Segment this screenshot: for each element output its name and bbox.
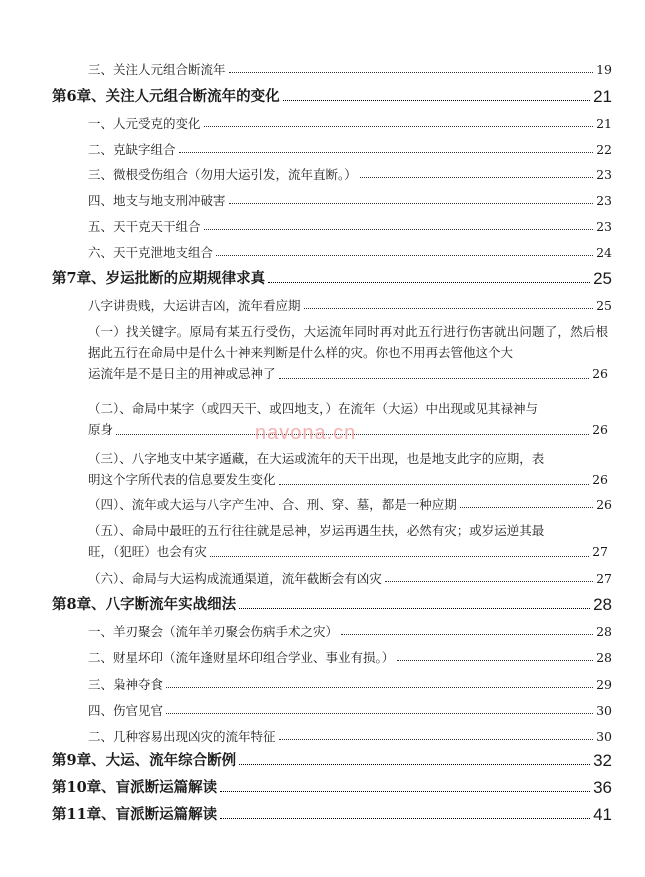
toc-entry-label: （六）、命局与大运构成流通渠道，流年截断会有凶灾 bbox=[88, 571, 382, 586]
toc-chapter[interactable] bbox=[52, 270, 612, 288]
toc-paragraph-text: （五）、命局中最旺的五行往往就是忌神，岁运再遇生扶，必然有灾；或岁运逆其最 bbox=[88, 523, 545, 538]
dot-leader bbox=[216, 255, 593, 256]
toc-entry-label: 二、财星坏印（流年逢财星坏印组合学业、事业有损。） bbox=[88, 650, 395, 665]
dot-leader bbox=[279, 739, 594, 740]
watermark: navona.cn bbox=[255, 422, 357, 444]
toc-chapter-label: 第8章、八字断流年实战细法 bbox=[52, 596, 237, 613]
toc-entry-page: 28 bbox=[596, 624, 612, 639]
toc-entry-page: 21 bbox=[596, 116, 612, 131]
dot-leader bbox=[204, 126, 594, 127]
toc-entry[interactable] bbox=[88, 571, 612, 587]
toc-entry-page: 26 bbox=[596, 497, 612, 512]
toc-entry-label: （四）、流年或大运与八字产生冲、合、刑、穿、墓，都是一种应期 bbox=[88, 497, 457, 512]
toc-entry[interactable] bbox=[52, 193, 612, 209]
toc-paragraph-last-line: 运流年是不是日主的用神或忌神了 bbox=[88, 366, 276, 381]
toc-paragraph-last-line: 原身 bbox=[88, 422, 114, 437]
toc-entry-label: 二、克缺字组合 bbox=[88, 142, 176, 157]
dot-leader bbox=[229, 72, 594, 73]
toc-entry-label: 八字讲贵贱，大运讲吉凶，流年看应期 bbox=[88, 298, 301, 313]
toc-chapter-page: 41 bbox=[593, 805, 612, 824]
toc-paragraph-entry[interactable] bbox=[88, 321, 608, 384]
toc-chapter-label: 第7章、岁运批断的应期规律求真 bbox=[52, 270, 266, 287]
toc-entry[interactable] bbox=[52, 116, 612, 132]
toc-chapter-label: 第10章、盲派断运篇解读 bbox=[52, 779, 218, 796]
toc-entry[interactable] bbox=[52, 245, 612, 261]
toc-entry-label: 五、天干克天干组合 bbox=[88, 219, 201, 234]
dot-leader bbox=[166, 713, 593, 714]
dot-leader bbox=[397, 660, 593, 661]
toc-chapter-page: 21 bbox=[593, 87, 612, 106]
toc-paragraph-text: （二）、命局中某字（或四天干、或四地支，）在流年（大运）中出现或见其禄神与 bbox=[88, 401, 539, 416]
toc-entry-label: 三、枭神夺食 bbox=[88, 677, 164, 692]
toc-entry[interactable] bbox=[52, 62, 612, 78]
toc-paragraph-text: （三）、八字地支中某字遁藏，在大运或流年的天干出现，也是地支此字的应期，表 bbox=[88, 451, 545, 466]
toc-entry-page: 28 bbox=[596, 650, 612, 665]
toc-chapter[interactable] bbox=[52, 596, 612, 614]
dot-leader bbox=[239, 764, 590, 765]
toc-entry-page: 23 bbox=[596, 193, 612, 208]
dot-leader bbox=[220, 791, 590, 792]
dot-leader bbox=[268, 282, 590, 283]
dot-leader bbox=[360, 177, 593, 178]
toc-entry-label: 三、微根受伤组合（勿用大运引发，流年直断。） bbox=[88, 167, 357, 182]
toc-entry-page: 23 bbox=[596, 219, 612, 234]
dot-leader bbox=[229, 203, 594, 204]
toc-chapter-page: 25 bbox=[593, 269, 612, 288]
toc-entry[interactable] bbox=[52, 298, 612, 314]
toc-entry-page: 27 bbox=[592, 544, 608, 559]
toc-entry-page: 29 bbox=[596, 677, 612, 692]
toc-paragraph-entry[interactable] bbox=[88, 448, 608, 490]
toc-chapter-page: 32 bbox=[593, 751, 612, 770]
toc-entry[interactable] bbox=[52, 167, 612, 183]
toc-entry-label: 一、羊刃聚会（流年羊刃聚会伤病手术之灾） bbox=[88, 624, 339, 639]
toc-entry[interactable] bbox=[52, 729, 612, 745]
toc-entry[interactable] bbox=[52, 703, 612, 719]
toc-entry-page: 19 bbox=[596, 62, 612, 77]
dot-leader bbox=[304, 308, 594, 309]
toc-entry-page: 23 bbox=[596, 167, 612, 182]
dot-leader bbox=[279, 378, 590, 379]
toc-chapter[interactable] bbox=[52, 806, 612, 824]
toc-chapter[interactable] bbox=[52, 88, 612, 106]
toc-entry[interactable] bbox=[52, 219, 612, 235]
toc-entry-page: 24 bbox=[596, 245, 612, 260]
dot-leader bbox=[220, 818, 590, 819]
toc-entry-page: 26 bbox=[592, 366, 608, 381]
toc-paragraph-last-line: 旺，（犯旺）也会有灾 bbox=[88, 544, 207, 559]
toc-paragraph-last-line: 明这个字所代表的信息要发生变化 bbox=[88, 472, 276, 487]
dot-leader bbox=[166, 687, 593, 688]
toc-entry[interactable] bbox=[52, 624, 612, 640]
dot-leader bbox=[341, 634, 593, 635]
dot-leader bbox=[210, 556, 589, 557]
toc-entry[interactable] bbox=[88, 497, 612, 513]
dot-leader bbox=[204, 229, 594, 230]
toc-entry-page: 22 bbox=[596, 142, 612, 157]
toc-paragraph-entry[interactable] bbox=[88, 520, 608, 562]
toc-chapter-page: 36 bbox=[593, 778, 612, 797]
dot-leader bbox=[385, 581, 593, 582]
dot-leader bbox=[179, 152, 594, 153]
toc-entry[interactable] bbox=[52, 677, 612, 693]
dot-leader bbox=[279, 484, 590, 485]
toc-chapter[interactable] bbox=[52, 779, 612, 797]
toc-entry-label: 三、关注人元组合断流年 bbox=[88, 62, 226, 77]
dot-leader bbox=[460, 507, 593, 508]
toc-entry[interactable] bbox=[52, 650, 612, 666]
toc-chapter-label: 第6章、关注人元组合断流年的变化 bbox=[52, 88, 280, 105]
toc-entry-page: 30 bbox=[596, 729, 612, 744]
toc-entry-label: 六、天干克泄地支组合 bbox=[88, 245, 214, 260]
toc-chapter-label: 第9章、大运、流年综合断例 bbox=[52, 752, 237, 769]
dot-leader bbox=[283, 100, 590, 101]
toc-chapter-label: 第11章、盲派断运篇解读 bbox=[52, 806, 218, 823]
toc-entry[interactable] bbox=[52, 142, 612, 158]
toc-chapter-page: 28 bbox=[593, 595, 612, 614]
toc-entry-page: 30 bbox=[596, 703, 612, 718]
toc-entry-page: 25 bbox=[596, 298, 612, 313]
toc-chapter[interactable] bbox=[52, 752, 612, 770]
toc-paragraph-text: （一）找关键字。原局有某五行受伤，大运流年同时再对此五行进行伤害就出问题了，然后根据此五行在命局中是什么十神来判断是什么样的灾。你也不用再去管他这个大 bbox=[88, 324, 608, 360]
toc-entry-label: 一、人元受克的变化 bbox=[88, 116, 201, 131]
toc-entry-page: 27 bbox=[596, 571, 612, 586]
dot-leader bbox=[239, 608, 590, 609]
toc-entry-page: 26 bbox=[592, 422, 608, 437]
toc-entry-label: 二、几种容易出现凶灾的流年特征 bbox=[88, 729, 276, 744]
toc-entry-label: 四、伤官见官 bbox=[88, 703, 164, 718]
toc-entry-page: 26 bbox=[592, 472, 608, 487]
toc-entry-label: 四、地支与地支刑冲破害 bbox=[88, 193, 226, 208]
